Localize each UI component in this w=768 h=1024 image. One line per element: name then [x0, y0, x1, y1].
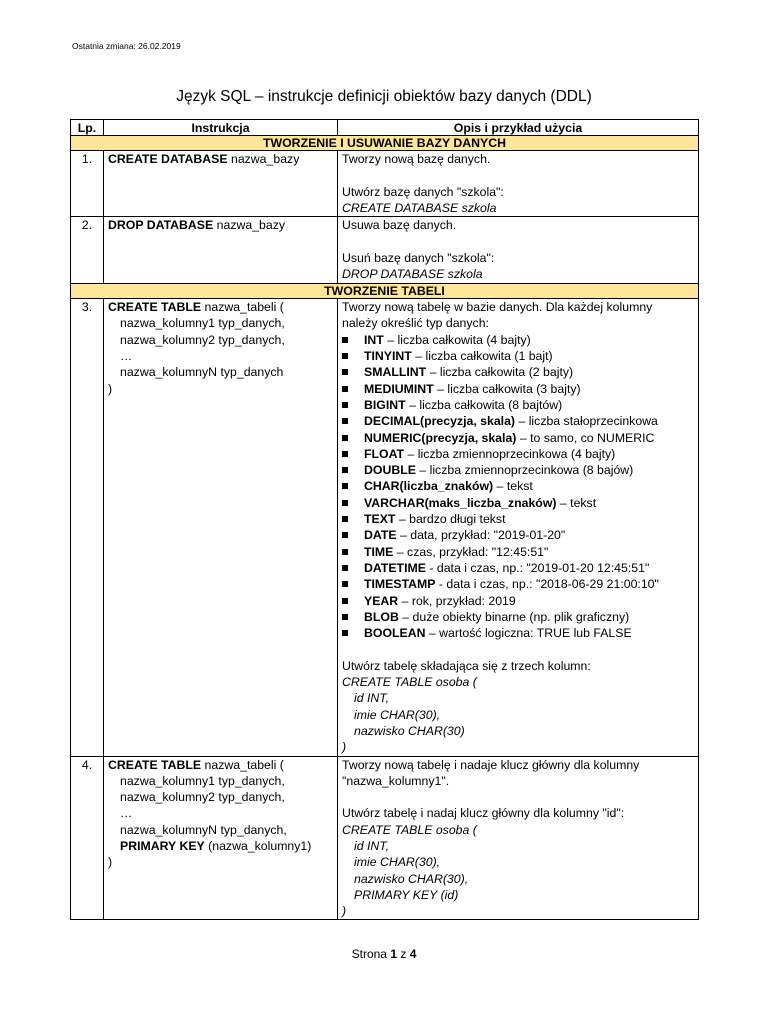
- text-line: [342, 773, 694, 789]
- data-type-bullet-item: [342, 462, 694, 478]
- text-line: [342, 658, 694, 674]
- row-number: 1.: [71, 151, 104, 217]
- plain-text: nazwa_kolumny1 typ_danych,: [120, 316, 285, 331]
- keyword-text: DATE: [364, 528, 397, 543]
- plain-text: – bardzo długi tekst: [395, 512, 506, 527]
- row-number: 4.: [71, 756, 104, 920]
- header-instruction: Instrukcja: [104, 120, 338, 136]
- plain-text: nazwa_kolumny1 typ_danych,: [120, 773, 285, 788]
- keyword-text: TIME: [364, 544, 394, 559]
- square-bullet-icon: [342, 598, 348, 604]
- keyword-text: DATETIME: [364, 560, 426, 575]
- square-bullet-icon: [342, 402, 348, 408]
- data-type-bullet-item: [342, 397, 694, 413]
- text-line: [342, 739, 694, 755]
- plain-text: nazwa_bazy: [227, 152, 300, 166]
- plain-text: ): [108, 855, 113, 870]
- square-bullet-icon: [342, 565, 348, 571]
- plain-text: nazwa_tabeli (: [201, 300, 284, 315]
- data-type-bullet-item: [342, 544, 694, 560]
- example-text: CREATE TABLE osoba (: [342, 822, 477, 837]
- text-line: [108, 773, 333, 789]
- text-line: [108, 332, 333, 348]
- text-line: [342, 854, 694, 870]
- plain-text: – czas, przykład: "12:45:51": [393, 544, 549, 559]
- data-type-bullet-item: [342, 511, 694, 527]
- row-number: 2.: [71, 217, 104, 284]
- text-line: [108, 822, 333, 838]
- table-header-row: [71, 120, 699, 136]
- text-line: [108, 854, 333, 870]
- example-text: imie CHAR(30),: [354, 855, 441, 870]
- data-type-bullet-item: [342, 364, 694, 380]
- text-line: [108, 315, 333, 331]
- description-cell: [338, 151, 699, 217]
- blank-line: [342, 167, 694, 183]
- plain-text: – liczba całkowita (1 bajt): [411, 349, 553, 364]
- square-bullet-icon: [342, 435, 348, 441]
- plain-text: – tekst: [556, 495, 597, 510]
- plain-text: Tworzy nową bazę danych.: [342, 152, 491, 166]
- keyword-text: MEDIUMINT: [364, 381, 434, 396]
- square-bullet-icon: [342, 516, 348, 522]
- blank-line: [342, 641, 694, 657]
- table-row: [71, 756, 699, 920]
- keyword-text: TIMESTAMP: [364, 577, 436, 592]
- total-pages-number: 4: [409, 947, 417, 961]
- data-type-bullet-item: [342, 625, 694, 641]
- plain-text: Usuń bazę danych "szkola":: [342, 250, 495, 265]
- data-type-bullet-item: [342, 527, 694, 543]
- text-line: [342, 707, 694, 723]
- square-bullet-icon: [342, 369, 348, 375]
- table-row: [71, 151, 699, 217]
- keyword-text: CREATE TABLE: [108, 757, 202, 772]
- data-type-bullet-item: [342, 576, 694, 592]
- text-line: [342, 757, 694, 773]
- table-row: [71, 299, 699, 756]
- data-type-bullet-item: [342, 560, 694, 576]
- text-line: [108, 299, 333, 315]
- data-type-bullet-item: [342, 593, 694, 609]
- description-cell: [338, 217, 699, 284]
- text-line: [342, 903, 694, 919]
- plain-text: – liczba zmiennoprzecinkowa (4 bajty): [404, 446, 616, 461]
- text-line: [342, 690, 694, 706]
- text-line: [108, 757, 333, 773]
- data-type-bullet-item: [342, 348, 694, 364]
- text-line: [108, 805, 333, 821]
- data-type-bullet-item: [342, 446, 694, 462]
- data-type-bullet-item: [342, 381, 694, 397]
- row-number: 3.: [71, 299, 104, 756]
- data-type-bullet-item: [342, 478, 694, 494]
- square-bullet-icon: [342, 353, 348, 359]
- text-line: [342, 887, 694, 903]
- plain-text: nazwa_kolumny2 typ_danych,: [120, 332, 285, 347]
- plain-text: …: [120, 806, 133, 821]
- keyword-text: CREATE DATABASE: [108, 152, 228, 166]
- keyword-text: VARCHAR(maks_liczba_znaków): [364, 495, 557, 510]
- example-text: imie CHAR(30),: [354, 707, 441, 722]
- square-bullet-icon: [342, 467, 348, 473]
- plain-text: – liczba całkowita (2 bajty): [426, 365, 574, 380]
- example-text: CREATE TABLE osoba (: [342, 675, 477, 690]
- example-text: nazwisko CHAR(30): [354, 723, 465, 738]
- text-line: [342, 299, 694, 315]
- keyword-text: SMALLINT: [364, 365, 427, 380]
- plain-text: należy określić typ danych:: [342, 316, 489, 331]
- data-type-bullet-item: [342, 332, 694, 348]
- plain-text: – duże obiekty binarne (np. plik graficzny): [398, 609, 630, 624]
- text-line: [342, 805, 694, 821]
- blank-line: [342, 233, 694, 249]
- example-text: DROP DATABASE szkola: [342, 267, 483, 282]
- square-bullet-icon: [342, 386, 348, 392]
- text-line: [108, 381, 333, 397]
- blank-line: [342, 789, 694, 805]
- plain-text: - data i czas, np.: "2019-01-20 12:45:51": [425, 560, 650, 575]
- plain-text: Utwórz bazę danych "szkola":: [342, 184, 504, 199]
- header-description: Opis i przykład użycia: [338, 120, 699, 136]
- text-line: [108, 838, 333, 854]
- keyword-text: DROP DATABASE: [108, 218, 214, 233]
- keyword-text: FLOAT: [364, 446, 405, 461]
- plain-text: – wartość logiczna: TRUE lub FALSE: [425, 626, 632, 641]
- plain-text: (nazwa_kolumny1): [204, 838, 312, 853]
- plain-text: nazwa_tabeli (: [201, 757, 284, 772]
- section-title-database: TWORZENIE I USUWANIE BAZY DANYCH: [71, 136, 699, 151]
- section-row-database: [71, 136, 699, 151]
- keyword-text: YEAR: [364, 593, 399, 608]
- text-line: [342, 184, 694, 200]
- keyword-text: CHAR(liczba_znaków): [364, 479, 494, 494]
- text-line: [342, 838, 694, 854]
- instruction-cell: [104, 151, 338, 217]
- square-bullet-icon: [342, 483, 348, 489]
- text-line: [342, 822, 694, 838]
- text-line: [342, 151, 694, 167]
- square-bullet-icon: [342, 337, 348, 343]
- plain-text: nazwa_kolumnyN typ_danych,: [120, 822, 287, 837]
- text-line: [342, 871, 694, 887]
- plain-text: Utwórz tabelę i nadaj klucz główny dla kolumny "id":: [342, 806, 625, 821]
- example-text: ): [342, 740, 347, 755]
- description-cell: [338, 299, 699, 756]
- keyword-text: DECIMAL(precyzja, skala): [364, 414, 516, 429]
- keyword-text: PRIMARY KEY: [120, 838, 205, 853]
- plain-text: nazwa_kolumnyN typ_danych: [120, 365, 284, 380]
- instruction-cell: [104, 299, 338, 756]
- example-text: nazwisko CHAR(30),: [354, 871, 469, 886]
- plain-text: – liczba całkowita (3 bajty): [433, 381, 581, 396]
- square-bullet-icon: [342, 549, 348, 555]
- plain-text: Tworzy nową tabelę i nadaje klucz główny dla kolumny: [342, 757, 640, 772]
- text-line: [342, 217, 694, 233]
- keyword-text: TEXT: [364, 512, 396, 527]
- square-bullet-icon: [342, 532, 348, 538]
- data-type-bullet-item: [342, 609, 694, 625]
- plain-text: - data i czas, np.: "2018-06-29 21:00:10": [435, 577, 659, 592]
- plain-text: – liczba stałoprzecinkowa: [515, 414, 658, 429]
- example-text: ): [342, 904, 347, 919]
- plain-text: ): [108, 381, 113, 396]
- keyword-text: NUMERIC(precyzja, skala): [364, 430, 517, 445]
- text-line: [108, 364, 333, 380]
- example-text: PRIMARY KEY (id): [354, 887, 459, 902]
- plain-text: Usuwa bazę danych.: [342, 218, 457, 233]
- plain-text: – liczba całkowita (4 bajty): [383, 332, 531, 347]
- example-text: id INT,: [354, 838, 390, 853]
- table-row: [71, 217, 699, 284]
- plain-text: – liczba całkowita (8 bajtów): [405, 397, 563, 412]
- data-type-bullet-item: [342, 495, 694, 511]
- keyword-text: BLOB: [364, 609, 399, 624]
- square-bullet-icon: [342, 418, 348, 424]
- instruction-cell: [104, 756, 338, 920]
- square-bullet-icon: [342, 451, 348, 457]
- footer-prefix: Strona: [351, 947, 387, 961]
- keyword-text: DOUBLE: [364, 463, 416, 478]
- current-page-number: 1: [390, 947, 397, 961]
- keyword-text: BOOLEAN: [364, 626, 426, 641]
- text-line: [108, 217, 333, 233]
- section-title-table: TWORZENIE TABELI: [71, 284, 699, 299]
- plain-text: – data, przykład: "2019-01-20": [396, 528, 566, 543]
- section-row-table: [71, 284, 699, 299]
- text-line: [342, 200, 694, 216]
- text-line: [108, 789, 333, 805]
- square-bullet-icon: [342, 614, 348, 620]
- plain-text: – liczba zmiennoprzecinkowa (8 bajów): [415, 463, 634, 478]
- example-text: id INT,: [354, 691, 390, 706]
- keyword-text: INT: [364, 332, 384, 347]
- text-line: [342, 315, 694, 331]
- header-lp: Lp.: [71, 120, 104, 136]
- ddl-table: [70, 119, 699, 920]
- plain-text: Utwórz tabelę składająca się z trzech kolumn:: [342, 658, 591, 673]
- plain-text: nazwa_bazy: [213, 218, 285, 233]
- plain-text: …: [120, 349, 133, 364]
- instruction-cell: [104, 217, 338, 284]
- example-text: CREATE DATABASE szkola: [342, 200, 497, 215]
- document-title: Język SQL – instrukcje definicji obiektów bazy danych (DDL): [176, 88, 592, 105]
- text-line: [108, 348, 333, 364]
- page-footer: [0, 947, 768, 961]
- square-bullet-icon: [342, 630, 348, 636]
- text-line: [342, 723, 694, 739]
- text-line: [108, 151, 333, 167]
- square-bullet-icon: [342, 500, 348, 506]
- text-line: [342, 674, 694, 690]
- last-modified-note: Ostatnia zmiana: 26.02.2019: [72, 41, 181, 51]
- keyword-text: BIGINT: [364, 397, 406, 412]
- plain-text: nazwa_kolumny2 typ_danych,: [120, 790, 285, 805]
- plain-text: – rok, przykład: 2019: [398, 593, 516, 608]
- plain-text: – tekst: [493, 479, 533, 494]
- plain-text: Tworzy nową tabelę w bazie danych. Dla każdej kolumny: [342, 300, 653, 315]
- text-line: [342, 250, 694, 266]
- text-line: [342, 266, 694, 282]
- data-type-bullet-item: [342, 430, 694, 446]
- keyword-text: TINYINT: [364, 349, 412, 364]
- data-type-bullet-item: [342, 413, 694, 429]
- footer-separator: z: [400, 947, 407, 961]
- plain-text: "nazwa_kolumny1".: [342, 773, 450, 788]
- plain-text: – to samo, co NUMERIC: [516, 430, 655, 445]
- keyword-text: CREATE TABLE: [108, 300, 202, 315]
- description-cell: [338, 756, 699, 920]
- square-bullet-icon: [342, 581, 348, 587]
